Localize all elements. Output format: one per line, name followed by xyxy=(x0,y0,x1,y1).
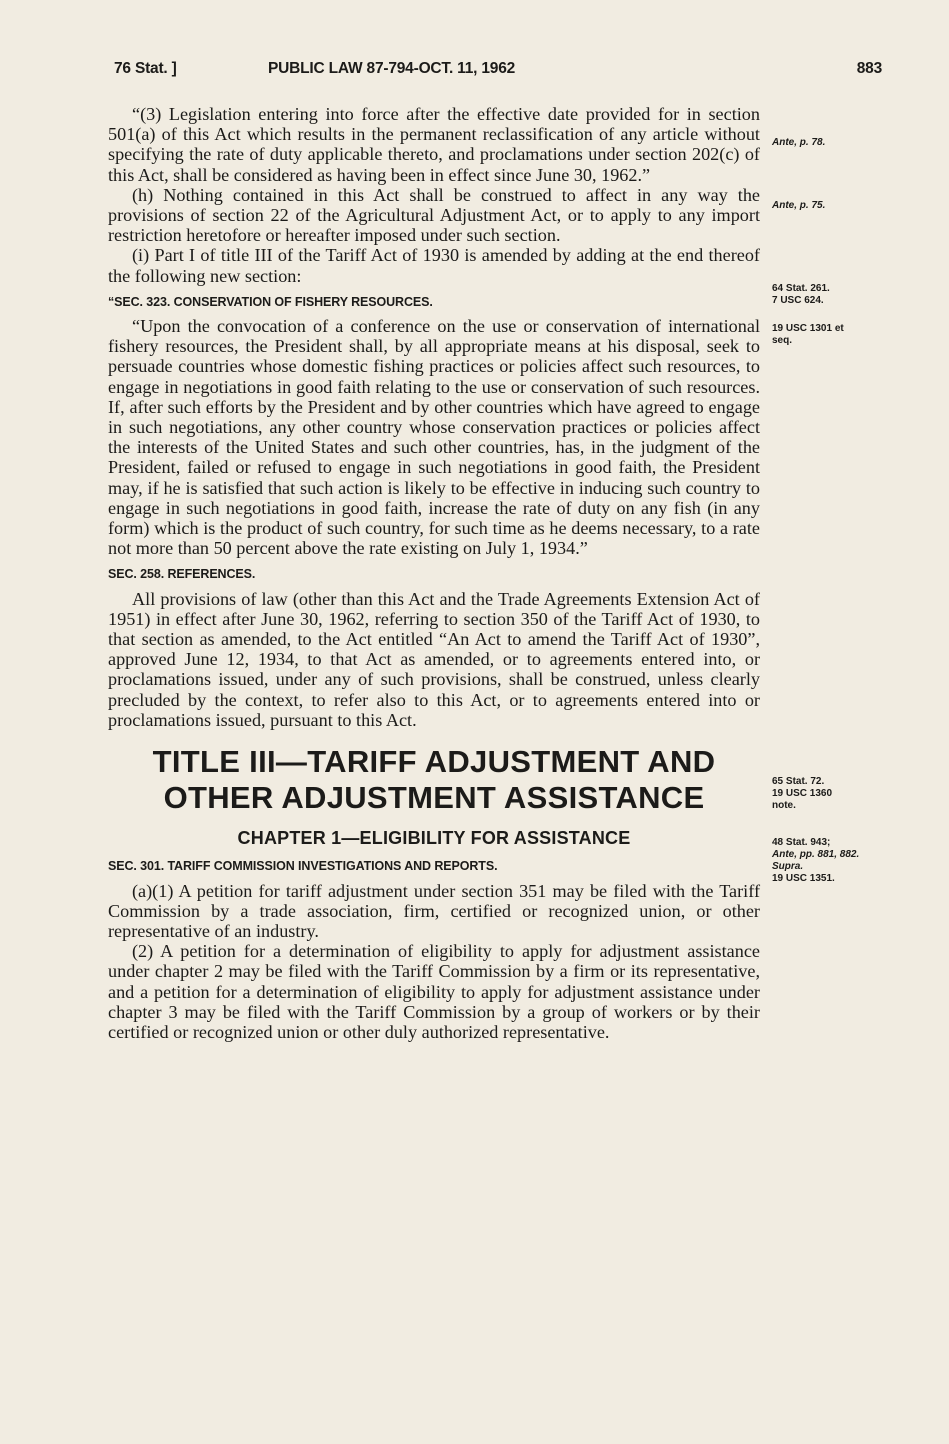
margin-note-65-stat: 65 Stat. 72. 19 USC 1360 note. xyxy=(772,776,833,811)
margin-note-48-stat: 48 Stat. 943; Ante, pp. 881, 882. Supra. 19 USC 1351. xyxy=(772,837,860,884)
main-text-column xyxy=(108,104,760,1042)
section-258-text: All provisions of law (other than this Act and the Trade Agreements Extension Act of 1951) in effect after June 30, 1962, referring to section 350 of the Tariff Act of 1930, to that section as amended, to the Act entitled “An Act to amend the Tariff Act of 1930”, approved June 12, 1934, to that Act as amended, or to agreements entered into, or proclamations issued, under any of such provisions, shall be construed, unless clearly precluded by the context, to refer also to this Act, or to agreements entered into or proclamations issued, pursuant to this Act. xyxy=(108,588,760,730)
paragraph-h3: “(3) Legislation entering into force after the effective date provided for in section 501(a) of this Act which results in the permanent reclassification of any article without specifying the rate of duty applicable thereto, and proclamations under section 202(c) of this Act, shall be considered as having been in effect since June 30, 1962.” xyxy=(108,104,760,185)
page-header xyxy=(114,60,882,86)
paragraph-i: (i) Part I of title III of the Tariff Act of 1930 is amended by adding at the end thereof the following new section: xyxy=(108,245,760,286)
title-line-1: TITLE III—TARIFF ADJUSTMENT AND xyxy=(152,744,716,780)
margin-note-64-stat: 64 Stat. 261. 7 USC 624. xyxy=(772,283,830,306)
title-iii-heading xyxy=(108,744,760,816)
statute-volume: 76 Stat. ] xyxy=(114,60,177,77)
paragraph-h: (h) Nothing contained in this Act shall be construed to affect in any way the provisions of section 22 of the Agricultural Adjustment Act, or to apply to any import restriction heretofore or hereafter imposed under such section. xyxy=(108,184,760,246)
margin-note-ante-78: Ante, p. 78. xyxy=(772,137,826,148)
section-301-a1: (a)(1) A petition for tariff adjustment under section 351 may be filed with the Tariff Commission by a trade association, firm, certified or recognized union, or other representative of an industry. xyxy=(108,880,760,941)
section-301-a2: (2) A petition for a determination of eligibility to apply for adjustment assistance under chapter 2 may be filed with the Tariff Commission by a firm or its representative, and a petition for a determination of eligibility to apply for adjustment assistance under chapter 3 may be filed with the Tariff Commission by a group of workers or by their certified or recognized union or other duly authorized representative. xyxy=(108,941,760,1042)
page-number: 883 xyxy=(856,60,882,77)
section-323-heading: “SEC. 323. CONSERVATION OF FISHERY RESOURCES. xyxy=(108,294,433,309)
margin-note-ante-75: Ante, p. 75. xyxy=(772,200,826,211)
title-line-2: OTHER ADJUSTMENT ASSISTANCE xyxy=(163,780,705,816)
section-258-heading: SEC. 258. REFERENCES. xyxy=(108,567,256,582)
margin-note-19-usc-1301: 19 USC 1301 et seq. xyxy=(772,323,844,346)
section-301-heading: SEC. 301. TARIFF COMMISSION INVESTIGATIONS AND REPORTS. xyxy=(108,859,498,874)
chapter-heading: CHAPTER 1—ELIGIBILITY FOR ASSISTANCE xyxy=(237,828,631,849)
running-title: PUBLIC LAW 87-794-OCT. 11, 1962 xyxy=(268,60,516,77)
section-323-text: “Upon the convocation of a conference on the use or conservation of international fishery resources, the President shall, by all appropriate means at his disposal, seek to persuade countries whose domestic fishing practices or policies affect such resources, to engage in negotiations in good faith relating to the use or conservation of such resources. If, after such efforts by the President and by other countries which have agreed to engage in such negotiations, any other country whose conservation practices or policies affect the interests of the United States and such other countries, has, in the judgment of the President, failed or refused to engage in such negotiations in good faith, the President may, if he is satisfied that such action is likely to be effective in inducing such country to engage in such negotiations in good faith, increase the rate of duty on any fish (in any form) which is the product of such country, for such time as he deems necessary, to a rate not more than 50 percent above the rate existing on July 1, 1934.” xyxy=(108,316,760,559)
